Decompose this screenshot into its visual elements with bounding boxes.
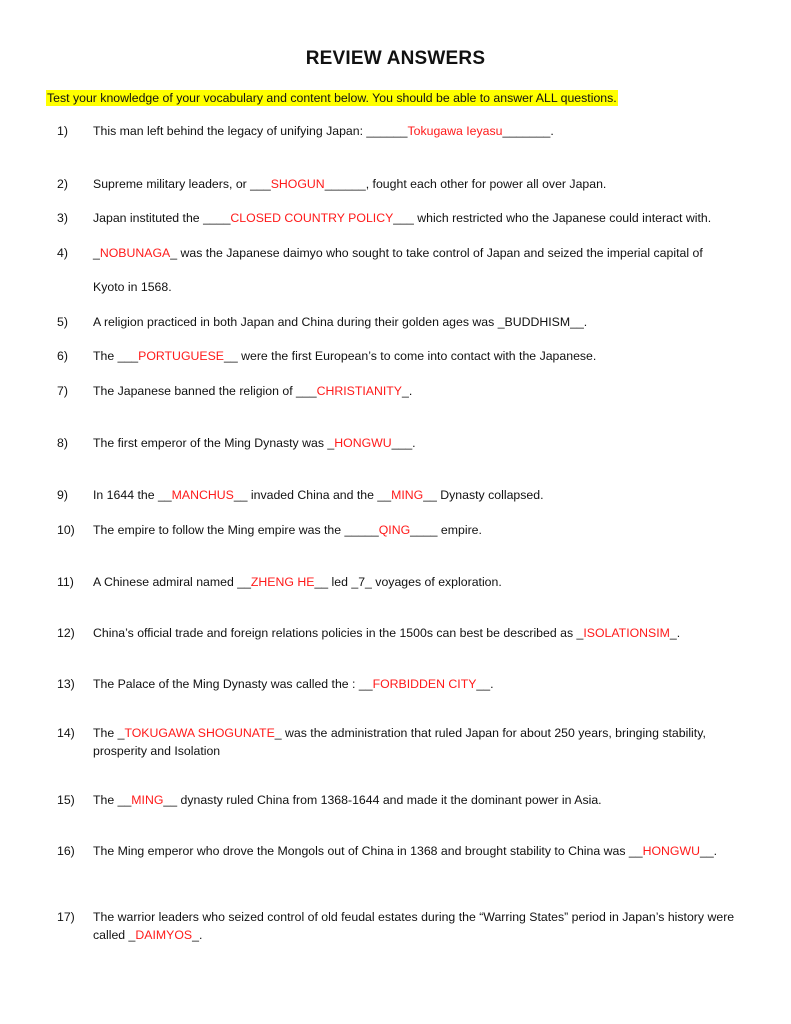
question-segment: The ___ <box>93 349 139 363</box>
question-number: 14) <box>57 726 75 740</box>
question-number: 15) <box>57 793 75 807</box>
answer-text: MING <box>391 488 424 502</box>
question-number: 8) <box>57 436 68 450</box>
instructions-highlighted: Test your knowledge of your vocabulary and content below. You should be able to answer ALL questions. <box>47 91 617 105</box>
question-segment: __ dynasty ruled China from 1368-1644 and made it the dominant power in Asia. <box>163 793 602 807</box>
question-segment: __ Dynasty collapsed. <box>423 488 544 502</box>
question-segment: A Chinese admiral named __ <box>93 575 251 589</box>
question-text <box>93 908 747 944</box>
question-number: 10) <box>57 523 75 537</box>
answer-text: MING <box>131 793 164 807</box>
question-text <box>93 791 747 809</box>
answer-text: CLOSED COUNTRY POLICY <box>230 211 394 225</box>
question-segment: The empire to follow the Ming empire was the _____ <box>93 523 379 537</box>
question-text <box>93 175 747 193</box>
question-text <box>93 313 747 331</box>
answer-text: DAIMYOS <box>135 928 193 942</box>
answer-text: CHRISTIANITY <box>316 384 402 398</box>
question-text <box>93 244 747 296</box>
question-segment: China’s official trade and foreign relations policies in the 1500s can best be described as _ <box>93 626 584 640</box>
answer-text: MANCHUS <box>171 488 234 502</box>
answer-text: PORTUGUESE <box>138 349 224 363</box>
question-segment: ___. <box>391 436 416 450</box>
question-segment: The __ <box>93 793 132 807</box>
answer-text: QING <box>378 523 411 537</box>
question-text <box>93 122 747 140</box>
question-continuation: Kyoto in 1568. <box>93 280 172 294</box>
question-segment: Supreme military leaders, or ___ <box>93 177 271 191</box>
answer-text: ISOLATIONSIM <box>583 626 670 640</box>
question-text <box>93 486 747 504</box>
question-number: 3) <box>57 211 68 225</box>
question-text <box>93 521 747 539</box>
question-number: 17) <box>57 910 75 924</box>
question-segment: The first emperor of the Ming Dynasty was _ <box>93 436 335 450</box>
question-number: 16) <box>57 844 75 858</box>
question-number: 6) <box>57 349 68 363</box>
question-number: 12) <box>57 626 75 640</box>
question-number: 1) <box>57 124 68 138</box>
question-segment: __. <box>699 844 718 858</box>
question-segment: Japan instituted the ____ <box>93 211 231 225</box>
question-text <box>93 724 747 760</box>
question-number: 13) <box>57 677 75 691</box>
question-text <box>93 382 747 400</box>
answer-text: FORBIDDEN CITY <box>372 677 477 691</box>
question-number: 11) <box>57 575 74 589</box>
answer-text: HONGWU <box>334 436 392 450</box>
question-segment: _______. <box>502 124 554 138</box>
question-number: 2) <box>57 177 68 191</box>
answer-text: SHOGUN <box>270 177 325 191</box>
question-number: 5) <box>57 315 68 329</box>
question-segment: ____ empire. <box>410 523 482 537</box>
question-text <box>93 675 747 693</box>
page-title: REVIEW ANSWERS <box>305 48 486 69</box>
question-text <box>93 209 747 227</box>
answer-text: HONGWU <box>642 844 700 858</box>
question-segment: __ led _7_ voyages of exploration. <box>314 575 502 589</box>
question-segment: _. <box>669 626 681 640</box>
question-segment: _ <box>93 246 100 260</box>
question-segment: The Ming emperor who drove the Mongols out of China in 1368 and brought stability to China was __ <box>93 844 643 858</box>
answer-text: Tokugawa Ieyasu <box>407 124 503 138</box>
question-segment: The _ <box>93 726 125 740</box>
question-segment: The warrior leaders who seized control of old feudal estates during the “Warring States” period in Japan’s history were called _ <box>93 910 735 942</box>
question-segment: _. <box>401 384 413 398</box>
question-segment: This man left behind the legacy of unifying Japan: ______ <box>93 124 408 138</box>
question-text <box>93 573 747 591</box>
answer-text: NOBUNAGA <box>99 246 171 260</box>
question-number: 4) <box>57 246 68 260</box>
question-segment: ___ which restricted who the Japanese could interact with. <box>393 211 712 225</box>
question-number: 9) <box>57 488 68 502</box>
question-segment: _. <box>192 928 203 942</box>
answer-text: TOKUGAWA SHOGUNATE <box>124 726 275 740</box>
question-segment: _ was the administration that ruled Japan for about 250 years, bringing stability, prosperity and Isolation <box>93 726 706 758</box>
question-text <box>93 434 747 452</box>
question-number: 7) <box>57 384 68 398</box>
answer-text: ZHENG HE <box>250 575 315 589</box>
question-text <box>93 842 747 860</box>
question-segment: _ was the Japanese daimyo who sought to take control of Japan and seized the imperial capital of <box>170 246 703 260</box>
question-segment: __. <box>476 677 494 691</box>
question-segment: In 1644 the __ <box>93 488 172 502</box>
question-text <box>93 347 747 365</box>
question-segment: The Palace of the Ming Dynasty was called the : __ <box>93 677 373 691</box>
question-segment: The Japanese banned the religion of ___ <box>93 384 317 398</box>
question-segment: __ were the first European’s to come into contact with the Japanese. <box>224 349 597 363</box>
question-segment: ______, fought each other for power all over Japan. <box>324 177 607 191</box>
question-segment: __ invaded China and the __ <box>233 488 392 502</box>
question-text <box>93 624 747 642</box>
question-segment: A religion practiced in both Japan and China during their golden ages was _BUDDHISM__. <box>93 315 588 329</box>
